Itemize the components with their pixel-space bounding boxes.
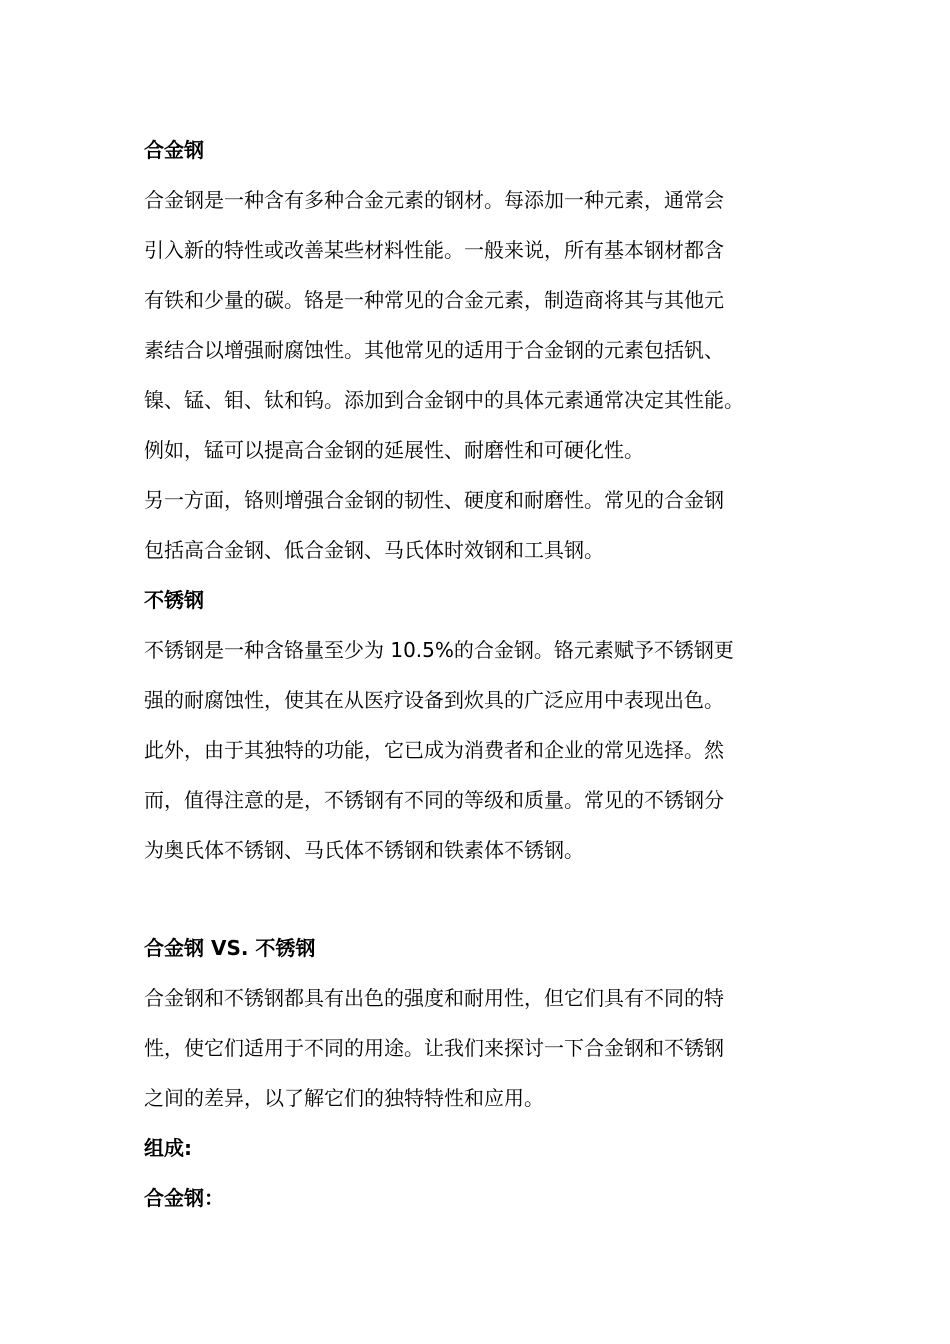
section-heading-composition: 组成: xyxy=(144,1136,192,1160)
paragraph-line: 之间的差异，以了解它们的独特特性和应用。 xyxy=(144,1086,544,1110)
paragraph-line: 强的耐腐蚀性，使其在从医疗设备到炊具的广泛应用中表现出色。 xyxy=(144,688,724,712)
subheading-alloy-steel: 合金钢： xyxy=(144,1186,224,1210)
paragraph-line: 不锈钢是一种含铬量至少为 10.5%的合金钢。铬元素赋予不锈钢更 xyxy=(144,638,734,662)
paragraph-line: 性，使它们适用于不同的用途。让我们来探讨一下合金钢和不锈钢 xyxy=(144,1036,724,1060)
paragraph-line: 另一方面，铬则增强合金钢的韧性、硬度和耐磨性。常见的合金钢 xyxy=(144,488,724,512)
section-heading-comparison: 合金钢 VS. 不锈钢 xyxy=(144,936,316,960)
section-heading-stainless-steel: 不锈钢 xyxy=(144,588,204,612)
paragraph-line: 镍、锰、钼、钛和钨。添加到合金钢中的具体元素通常决定其性能。 xyxy=(144,388,744,412)
paragraph-line: 有铁和少量的碳。铬是一种常见的合金元素，制造商将其与其他元 xyxy=(144,288,724,312)
paragraph-line: 合金钢是一种含有多种合金元素的钢材。每添加一种元素，通常会 xyxy=(144,188,724,212)
paragraph-line: 合金钢和不锈钢都具有出色的强度和耐用性，但它们具有不同的特 xyxy=(144,986,724,1010)
paragraph-line: 此外，由于其独特的功能，它已成为消费者和企业的常见选择。然 xyxy=(144,738,724,762)
paragraph-line: 引入新的特性或改善某些材料性能。一般来说，所有基本钢材都含 xyxy=(144,238,724,262)
paragraph-line: 包括高合金钢、低合金钢、马氏体时效钢和工具钢。 xyxy=(144,538,604,562)
paragraph-line: 素结合以增强耐腐蚀性。其他常见的适用于合金钢的元素包括钒、 xyxy=(144,338,724,362)
paragraph-line: 为奥氏体不锈钢、马氏体不锈钢和铁素体不锈钢。 xyxy=(144,838,584,862)
paragraph-line: 例如，锰可以提高合金钢的延展性、耐磨性和可硬化性。 xyxy=(144,438,644,462)
paragraph-line: 而，值得注意的是，不锈钢有不同的等级和质量。常见的不锈钢分 xyxy=(144,788,724,812)
section-heading-alloy-steel: 合金钢 xyxy=(144,138,204,162)
